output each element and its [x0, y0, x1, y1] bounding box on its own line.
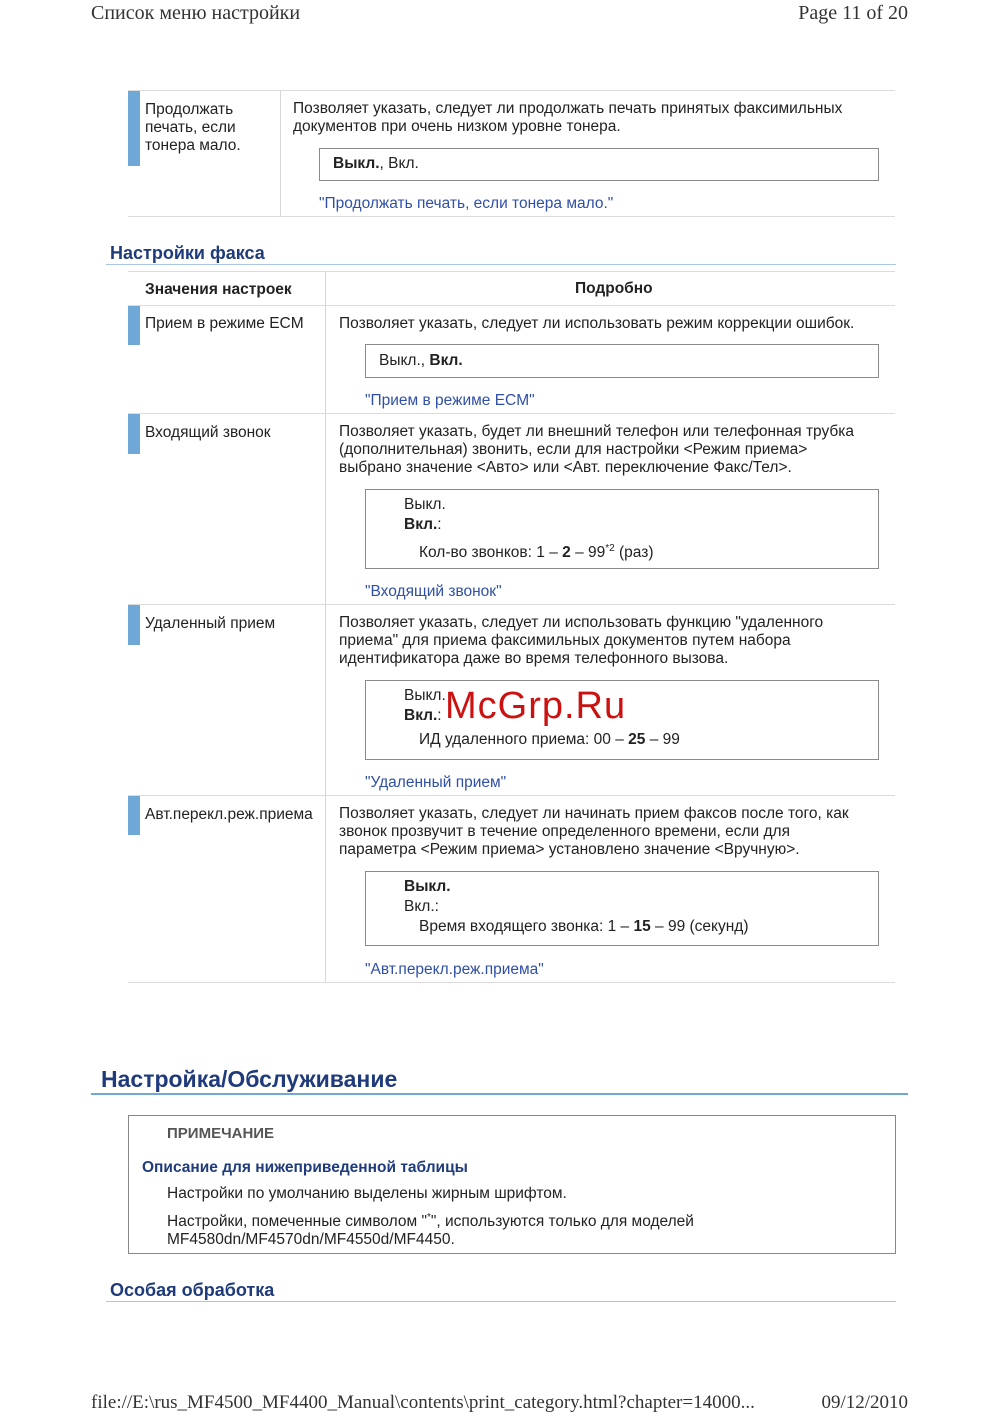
column-header-detail: Подробно: [575, 280, 653, 297]
setting-link[interactable]: "Входящий звонок": [365, 583, 502, 600]
page-number: Page 11 of 20: [798, 2, 908, 24]
row-top-rule: [128, 90, 895, 91]
footer-file-path: file://E:\rus_MF4500_MF4400_Manual\contents\print_category.html?chapter=14000...: [91, 1392, 755, 1413]
row-accent-bar: [128, 605, 140, 645]
section-title-fax: Настройки факса: [110, 243, 265, 263]
column-divider: [280, 90, 281, 216]
row-accent-bar: [128, 796, 140, 835]
options-box: Выкл. Вкл.: Время входящего звонка: 1 – 15 – 99 (секунд): [365, 871, 879, 946]
column-divider: [325, 271, 326, 982]
setting-name: Продолжать печать, если тонера мало.: [145, 101, 241, 154]
setting-description: Позволяет указать, следует ли продолжать печать принятых факсимильных документов при очень низком уровне тонера.: [293, 100, 843, 135]
page-header-title: Список меню настройки: [91, 2, 301, 24]
row-accent-bar: [128, 306, 140, 345]
note-heading: ПРИМЕЧАНИЕ: [167, 1125, 275, 1142]
section-rule: [91, 1093, 908, 1095]
row-accent-bar: [128, 90, 140, 166]
row-rule: [128, 413, 895, 414]
table-top-rule: [128, 271, 895, 272]
row-rule: [128, 795, 895, 796]
options-box: Выкл., Вкл.: [365, 344, 879, 378]
setting-link[interactable]: "Прием в режиме ECM": [365, 392, 535, 409]
setting-name: Прием в режиме ECM: [145, 315, 304, 332]
note-subheading: Описание для нижеприведенной таблицы: [142, 1159, 468, 1176]
table-bottom-rule: [128, 982, 895, 983]
footer-date: 09/12/2010: [821, 1392, 908, 1413]
row-bottom-rule: [128, 216, 895, 217]
watermark-logo: McGrp.Ru: [445, 685, 627, 727]
section-title-maintenance: Настройка/Обслуживание: [101, 1066, 398, 1092]
setting-name: Входящий звонок: [145, 424, 271, 441]
setting-name: Авт.перекл.реж.приема: [145, 806, 313, 823]
section-rule: [106, 264, 896, 265]
header-rule: [128, 305, 895, 306]
note-text: Настройки, помеченные символом "*", используются только для моделей MF4580dn/MF4570dn/MF4550d/MF4450.: [167, 1212, 694, 1249]
options-box: Выкл. Вкл.: ИД удаленного приема: 00 – 25 – 99: [365, 680, 879, 760]
note-box: [128, 1115, 896, 1254]
setting-description: Позволяет указать, следует ли использовать режим коррекции ошибок.: [339, 315, 855, 332]
section-title-special: Особая обработка: [110, 1280, 275, 1300]
row-rule: [128, 604, 895, 605]
setting-link[interactable]: "Авт.перекл.реж.приема": [365, 961, 544, 978]
note-text: Настройки по умолчанию выделены жирным шрифтом.: [167, 1185, 567, 1202]
setting-description: Позволяет указать, будет ли внешний телефон или телефонная трубка (дополнительная) звонить, если для настройки <Режим приема> выбрано значение <Авто> или <Авт. переключение Факс/Тел>.: [339, 423, 855, 476]
setting-name: Удаленный прием: [145, 615, 276, 632]
options-box: Выкл. Вкл.: Кол-во звонков: 1 – 2 – 99$^{*2}$ (раз): [365, 489, 879, 569]
column-header-name: Значения настроек: [145, 281, 292, 298]
row-accent-bar: [128, 414, 140, 454]
setting-link[interactable]: "Продолжать печать, если тонера мало.": [319, 195, 614, 212]
setting-description: Позволяет указать, следует ли использовать функцию "удаленного приема" для приема факсимильных документов путем набора идентификатора даже во время телефонного вызова.: [339, 614, 824, 667]
setting-description: Позволяет указать, следует ли начинать прием факсов после того, как звонок прозвучит в течение определенного времени, если для параметра <Режим приема> установлено значение <Вручную>.: [339, 805, 849, 858]
section-rule: [106, 1301, 896, 1302]
setting-link[interactable]: "Удаленный прием": [365, 774, 507, 791]
options-box: Выкл., Вкл.: [319, 148, 879, 181]
